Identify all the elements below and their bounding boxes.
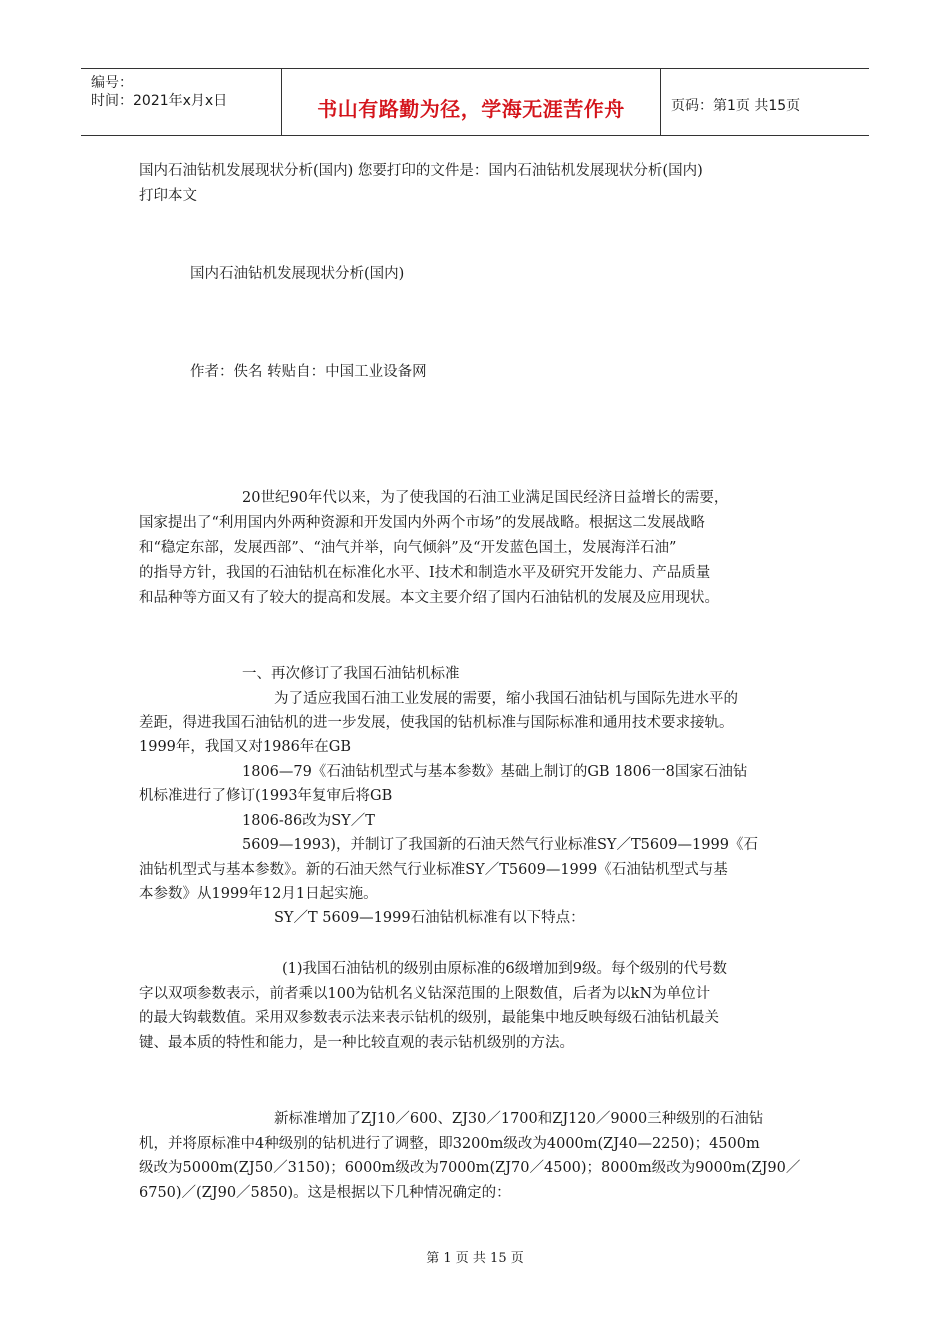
paragraph-line: 本参数》从1999年12月1日起实施。 (139, 886, 378, 902)
paragraph-line: 和品种等方面又有了较大的提高和发展。本文主要介绍了国内石油钻机的发展及应用现状。 (139, 590, 719, 606)
paragraph-line: 键、最本质的特性和能力，是一种比较直观的表示钻机级别的方法。 (139, 1035, 574, 1051)
article-title: 国内石油钻机发展现状分析(国内) (190, 266, 405, 282)
motto-text: 书山有路勤为径，学海无涯苦作舟 (317, 97, 625, 121)
print-link[interactable]: 打印本文 (139, 188, 197, 204)
paragraph-line: 国家提出了“利用国内外两种资源和开发国内外两个市场”的发展战略。根据这二发展战略 (139, 515, 705, 531)
paragraph-line: 1806—79《石油钻机型式与基本参数》基础上制订的GB 1806一8国家石油钻 (242, 764, 748, 780)
paragraph-line: 油钻机型式与基本参数》。新的石油天然气行业标准SY／T5609—1999《石油钻机型式与基 (139, 862, 728, 878)
document-date: 时间：2021年x月x日 (91, 93, 228, 109)
paragraph-line: 1806-86改为SY／T (242, 813, 375, 829)
paragraph-line: 字以双项参数表示，前者乘以100为钻机名义钻深范围的上限数值，后者为以kN为单位计 (139, 986, 711, 1002)
document-number-label: 编号： (91, 75, 133, 91)
paragraph-line: 的最大钩载数值。采用双参数表示法来表示钻机的级别，最能集中地反映每级石油钻机最关 (139, 1010, 719, 1026)
paragraph-line: 1999年，我国又对1986年在GB (139, 739, 352, 755)
page-info: 页码：第1页 共15页 (671, 98, 801, 114)
page-footer: 第 1 页 共 15 页 (426, 1251, 524, 1266)
section-heading: 一、再次修订了我国石油钻机标准 (242, 666, 460, 682)
paragraph-line: 5609—1993)，并制订了我国新的石油天然气行业标准SY／T5609—1999《石 (242, 837, 758, 853)
paragraph-line: SY／T 5609—1999石油钻机标准有以下特点： (274, 910, 585, 926)
intro-line: 国内石油钻机发展现状分析(国内) 您要打印的文件是：国内石油钻机发展现状分析(国内) (139, 163, 703, 179)
paragraph-line: 6750)／(ZJ90／5850)。这是根据以下几种情况确定的： (139, 1185, 511, 1201)
paragraph-line: 的指导方针，我国的石油钻机在标准化水平、I技术和制造水平及研究开发能力、产品质量 (139, 565, 711, 581)
author-line: 作者：佚名 转贴自：中国工业设备网 (190, 364, 427, 380)
paragraph-line: (1)我国石油钻机的级别由原标准的6级增加到9级。每个级别的代号数 (282, 961, 727, 977)
paragraph-line: 新标准增加了ZJ10／600、ZJ30／1700和ZJ120／9000三种级别的石油钻 (274, 1111, 764, 1127)
paragraph-line: 和“稳定东部，发展西部”、“油气并举，向气倾斜”及“开发蓝色国土，发展海洋石油” (139, 540, 677, 556)
header-meta-cell (81, 69, 282, 135)
header-page-cell (661, 69, 869, 135)
paragraph-line: 为了适应我国石油工业发展的需要，缩小我国石油钻机与国际先进水平的 (274, 691, 738, 707)
paragraph-line: 机标准进行了修订(1993年复审后将GB (139, 788, 393, 804)
page-header (81, 68, 869, 136)
paragraph-line: 差距，得进我国石油钻机的进一步发展，使我国的钻机标准与国际标准和通用技术要求接轨。 (139, 715, 734, 731)
paragraph-line: 20世纪90年代以来，为了使我国的石油工业满足国民经济日益增长的需要， (242, 490, 729, 506)
paragraph-line: 级改为5000m(ZJ50／3150)；6000m级改为7000m(ZJ70／4500)；8000m级改为9000m(ZJ90／ (139, 1160, 801, 1176)
header-motto-cell (282, 69, 661, 135)
paragraph-line: 机，并将原标准中4种级别的钻机进行了调整，即3200m级改为4000m(ZJ40—2250)；4500m (139, 1136, 760, 1152)
